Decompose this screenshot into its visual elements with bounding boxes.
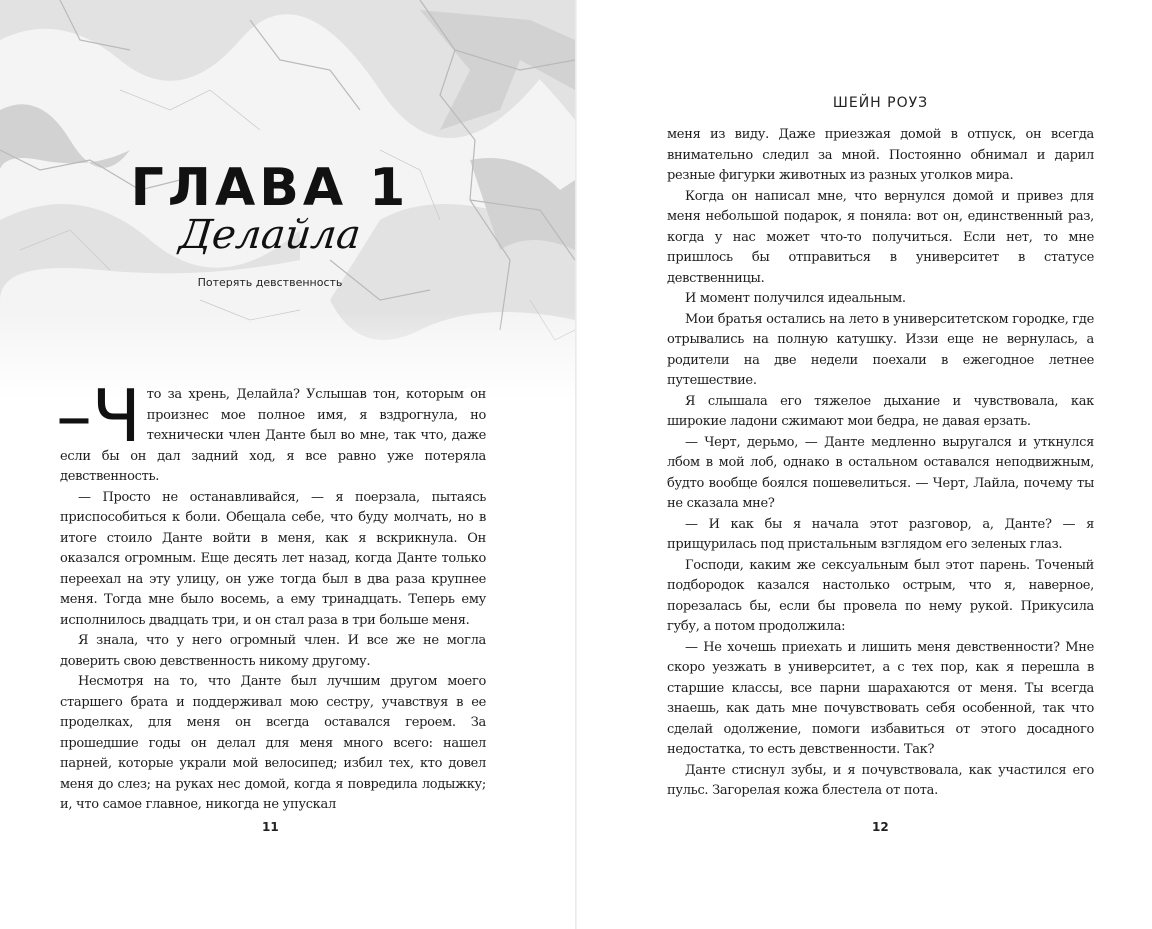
page-number-left: 11 bbox=[262, 820, 279, 834]
drop-cap: –Ч bbox=[56, 374, 141, 458]
paragraph-text: то за хрень, Делайла? Услышав тон, которым он произнес мое полное имя, я вздрогнула, но технически член Данте был во мне, так что, даже если бы он дал задний ход, я все равно уже потеряла девственность. bbox=[60, 387, 486, 484]
right-body-text bbox=[667, 125, 1094, 802]
paragraph: — Черт, дерьмо, — Данте медленно выругался и уткнулся лбом в мой лоб, однако в остальном оставался неподвижным, будто вообще боялся пошевелиться. — Черт, Лайла, почему ты не сказала мне? bbox=[667, 434, 1094, 511]
paragraph: Когда он написал мне, что вернулся домой и привез для меня небольшой подарок, я поняла: вот он, единственный раз, когда у нас может что-то получиться. Если нет, то мне пришлось бы отправиться в университет в статусе девственницы. bbox=[667, 188, 1094, 286]
left-body-text bbox=[56, 374, 486, 816]
paragraph: И момент получился идеальным. bbox=[685, 291, 906, 306]
paragraph: Господи, каким же сексуальным был этот парень. Точеный подбородок казался настолько острым, что я, наверное, порезалась бы, если бы провела по нему рукой. Прикусила губу, а потом продолжила: bbox=[667, 557, 1094, 634]
paragraph: меня из виду. Даже приезжая домой в отпуск, он всегда внимательно следил за мной. Постоянно обнимал и дарил резные фигурки животных из разных уголков мира. bbox=[667, 127, 1094, 183]
running-head: ШЕЙН РОУЗ bbox=[832, 95, 929, 111]
chapter-subtitle: Потерять девственность bbox=[197, 276, 343, 289]
paragraph: Мои братья остались на лето в университетском городке, где отрывались на полную катушку. Иззи еще не вернулась, а родители на две недели поехали в ежегодное летнее путешествие. bbox=[667, 311, 1094, 388]
paragraph bbox=[56, 374, 486, 488]
chapter-name: Делайла bbox=[177, 212, 363, 258]
left-page bbox=[0, 0, 575, 929]
paragraph: — Не хочешь приехать и лишить меня девственности? Мне скоро уезжать в университет, а с тех пор, как я перешла в старшие классы, все парни шарахаются от меня. Ты всегда знаешь, как дать мне почувствовать себя особенной, так что сделай одолжение, помоги избавиться от этого досадного недостатка, то есть девственности. Так? bbox=[667, 639, 1094, 757]
page-number-right: 12 bbox=[872, 820, 889, 834]
paragraph: Несмотря на то, что Данте был лучшим другом моего старшего брата и поддерживал мою сестру, учавствуя в ее проделках, для меня он всегда оставался героем. За прошедшие годы он делал для меня много всего: нашел парней, которые украли мой велосипед; избил тех, кто довел меня до слез; на руках нес домой, когда я повредила лодыжку; и, что самое главное, никогда не упускал bbox=[60, 674, 486, 812]
paragraph: Я слышала его тяжелое дыхание и чувствовала, как широкие ладони сжимают мои бедра, не давая ерзать. bbox=[667, 393, 1094, 429]
paragraph: — Просто не останавливайся, — я поерзала, пытаясь приспособиться к боли. Обещала себе, что буду молчать, но в итоге стоило Данте войти в меня, как я вскрикнула. Он оказался огромным. Еще десять лет назад, когда Данте только переехал на эту улицу, он уже тогда был в два раза крупнее меня. Тогда мне было восемь, а ему тринадцать. Теперь ему исполнилось двадцать три, и он стал раза в три больше меня. bbox=[60, 489, 486, 628]
chapter-title: ГЛАВА 1 bbox=[130, 158, 410, 218]
paragraph: Я знала, что у него огромный член. И все же не могла доверить свою девственность никому другому. bbox=[60, 633, 486, 669]
paragraph: — И как бы я начала этот разговор, а, Данте? — я прищурилась под пристальным взглядом его зеленых глаз. bbox=[667, 516, 1094, 552]
paragraph: Данте стиснул зубы, и я почувствовала, как участился его пульс. Загорелая кожа блестела от пота. bbox=[667, 762, 1094, 798]
right-page bbox=[577, 0, 1152, 929]
